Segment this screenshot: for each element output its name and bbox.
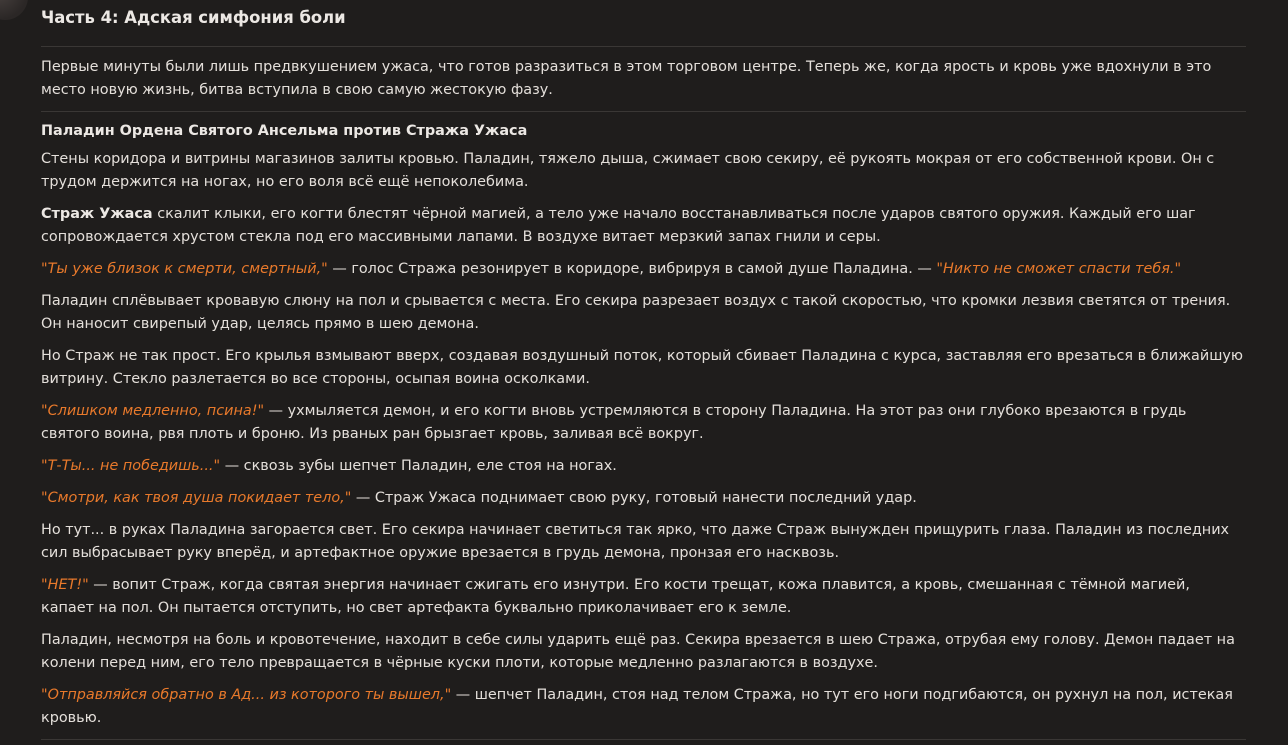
story-paragraph — [41, 203, 1246, 249]
divider — [41, 46, 1246, 47]
story-paragraph: Стены коридора и витрины магазинов залиты кровью. Паладин, тяжело дыша, сжимает свою секиру, её рукоять мокрая от его собственной крови. Он с трудом держится на ногах, но его воля всё ещё непоколебима. — [41, 151, 1215, 190]
paragraph-text: — голос Стража резонирует в коридоре, вибрируя в самой душе Паладина. — — [327, 261, 937, 277]
paragraph-text: — ухмыляется демон, и его когти вновь устремляются в сторону Паладина. На этот раз они глубоко врезаются в грудь святого воина, рвя плоть и броню. Из рваных ран брызгает кровь, заливая всё вокруг. — [41, 403, 1187, 442]
story-paragraph: Но Страж не так прост. Его крылья взмывают вверх, создавая воздушный поток, который сбивает Паладина с курса, заставляя его врезаться в ближайшую витрину. Стекло разлетается во все стороны, осыпая воина осколками. — [41, 348, 1243, 387]
story-paragraph: Но тут... в руках Паладина загорается свет. Его секира начинает светиться так ярко, что даже Страж вынужден прищурить глаза. Паладин из последних сил выбрасывает руку вперёд, и артефактное оружие врезается в грудь демона, пронзая его насквозь. — [41, 522, 1230, 561]
divider — [41, 739, 1246, 740]
quote-text: "Т-Ты... не победишь..." — [41, 458, 221, 474]
quote-text: "Смотри, как твоя душа покидает тело," — [41, 490, 352, 506]
story-paragraph — [41, 258, 1246, 281]
bold-name: Страж Ужаса — [41, 206, 153, 222]
quote-text: "Ты уже близок к смерти, смертный," — [41, 261, 328, 277]
quote-text: "Никто не сможет спасти тебя." — [936, 261, 1182, 277]
story-paragraph — [41, 487, 1246, 510]
avatar — [0, 0, 28, 20]
quote-text: "НЕТ!" — [41, 577, 89, 593]
paragraph-text: — Страж Ужаса поднимает свою руку, готовый нанести последний удар. — [351, 490, 917, 506]
paragraph-text: скалит клыки, его когти блестят чёрной магией, а тело уже начало восстанавливаться после ударов святого оружия. Каждый его шаг сопровождается хрустом стекла под его массивными лапами. В воздухе витает мерзкий запах гнили и серы. — [41, 206, 1196, 245]
story-paragraph — [41, 684, 1246, 730]
story-paragraph — [41, 574, 1246, 620]
chapter-heading: Часть 4: Адская симфония боли — [41, 8, 346, 27]
story-paragraph — [41, 455, 1246, 478]
intro-paragraph: Первые минуты были лишь предвкушением ужаса, что готов разразиться в этом торговом центре. Теперь же, когда ярость и кровь уже вдохнули в это место новую жизнь, битва вступила в свою самую жестокую фазу. — [41, 59, 1212, 98]
paragraph-text: — сквозь зубы шепчет Паладин, еле стоя на ногах. — [220, 458, 617, 474]
message-content — [41, 0, 1246, 740]
quote-text: "Слишком медленно, псина!" — [41, 403, 265, 419]
quote-text: "Отправляйся обратно в Ад... из которого ты вышел," — [41, 687, 452, 703]
paragraph-text: — шепчет Паладин, стоя над телом Стража, но тут его ноги подгибаются, он рухнул на пол, истекая кровью. — [41, 687, 1233, 726]
story-paragraph: Паладин сплёвывает кровавую слюну на пол и срывается с места. Его секира разрезает воздух с такой скоростью, что кромки лезвия светятся от трения. Он наносит свирепый удар, целясь прямо в шею демона. — [41, 293, 1231, 332]
story-paragraph — [41, 400, 1246, 446]
story-paragraph: Паладин, несмотря на боль и кровотечение, находит в себе силы ударить ещё раз. Секира врезается в шею Стража, отрубая ему голову. Демон падает на колени перед ним, его тело превращается в чёрные куски плоти, которые медленно разлагаются в воздухе. — [41, 632, 1235, 671]
section-subheading: Паладин Ордена Святого Ансельма против Стража Ужаса — [41, 123, 528, 139]
divider — [41, 111, 1246, 112]
paragraph-text: — вопит Страж, когда святая энергия начинает сжигать его изнутри. Его кости трещат, кожа плавится, а кровь, смешанная с тёмной магией, капает на пол. Он пытается отступить, но свет артефакта буквально приколачивает его к земле. — [41, 577, 1190, 616]
